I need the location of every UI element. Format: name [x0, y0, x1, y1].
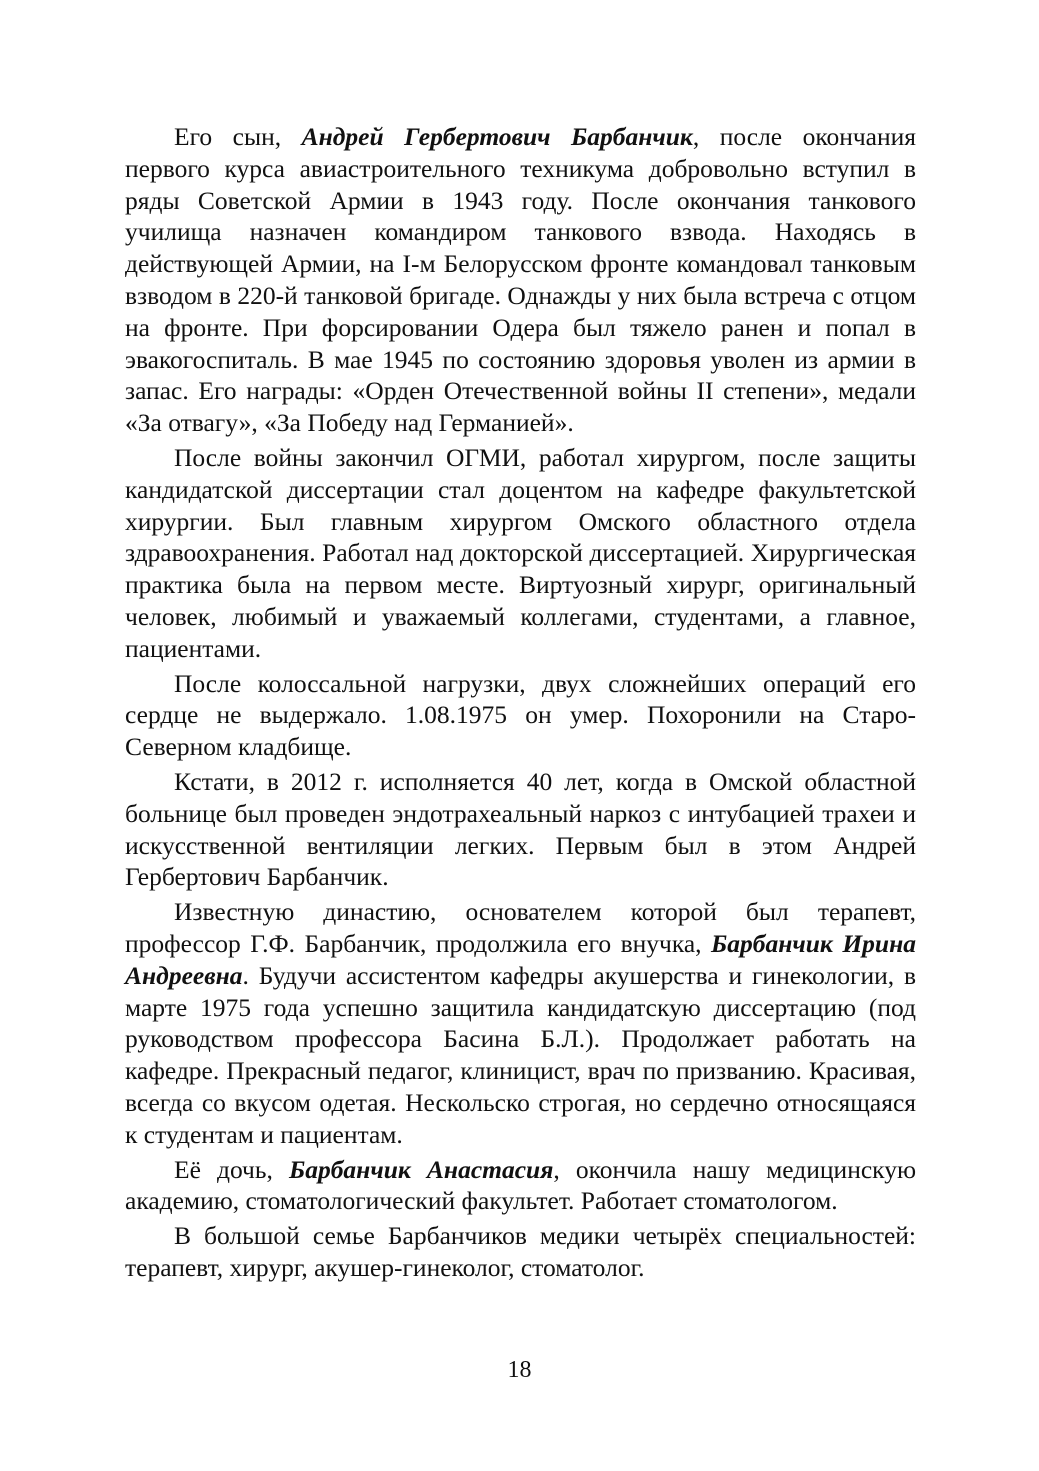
- person-name: Барбанчик Анастасия: [289, 1154, 554, 1184]
- paragraph-family: В большой семье Барбанчиков медики четырёх специальностей: терапевт, хирург, акушер-гинеколог, стоматолог.: [125, 1221, 916, 1282]
- paragraph-text: , окончила нашу медицинскую академию, стоматологический факультет. Работает стоматологом.: [125, 1154, 917, 1216]
- paragraph-after-war: После войны закончил ОГМИ, работал хирургом, после защиты кандидатской диссертации стал доцентом на кафедре факультетской хирургии. Был главным хирургом Омского областного отдела здравоохранения. Работал над докторской диссертацией. Хирургическая практика была на первом месте. Виртуозный хирург, оригинальный человек, любимый и уважаемый коллегами, студентами, а главное, пациентами.: [125, 442, 916, 663]
- paragraph-text: , после окончания первого курса авиастроительного техникума добровольно вступил в ряды Советской Армии в 1943 году. После окончания танкового училища назначен командиром танкового взвода. Находясь в действующей Армии, на I-м Белорусском фронте командовал танковым взводом в 220-й танковой бригаде. Однажды у них была встреча с отцом на фронте. При форсировании Одера был тяжело ранен и попал в эвакогоспиталь. В мае 1945 по состоянию здоровья уволен из армии в запас. Его награды: «Орден Отечественной войны II степени», медали «За отвагу», «За Победу над Германией».: [125, 122, 917, 438]
- page-body: [125, 121, 916, 1284]
- paragraph-text: Его сын,: [174, 122, 302, 151]
- paragraph-text: Известную династию, основателем которой был терапевт, профессор Г.Ф. Барбанчик, продолжила его внучка,: [125, 897, 916, 958]
- paragraph-anastasia: [125, 1154, 916, 1218]
- person-name: Андрей Гербертович Барбанчик: [301, 122, 693, 151]
- paragraph-anesthesia: Кстати, в 2012 г. исполняется 40 лет, когда в Омской областной больнице был проведен эндотрахеальный наркоз с интубацией трахеи и искусственной вентиляции легких. Первым был в этом Андрей Гербертович Барбанчик.: [125, 766, 916, 892]
- paragraph-death: После колоссальной нагрузки, двух сложнейших операций его сердце не выдержало. 1.08.1975 он умер. Похоронили на Старо-Северном кладбище.: [125, 668, 916, 762]
- paragraph-andrey: [125, 121, 916, 439]
- person-name: Барбанчик Ирина Андреевна: [125, 928, 916, 990]
- paragraph-text: Её дочь,: [174, 1154, 289, 1184]
- page-number: 18: [507, 1357, 532, 1383]
- paragraph-text: . Будучи ассистентом кафедры акушерства и гинекологии, в марте 1975 года успешно защитила кандидатскую диссертацию (под руководством профессора Басина Б.Л.). Продолжает работать на кафедре. Прекрасный педагог, клиницист, врач по призванию. Красивая, всегда со вкусом одетая. Нескольско строгая, но сердечно относящаяся к студентам и пациентам.: [125, 960, 916, 1149]
- paragraph-irina: [125, 896, 916, 1150]
